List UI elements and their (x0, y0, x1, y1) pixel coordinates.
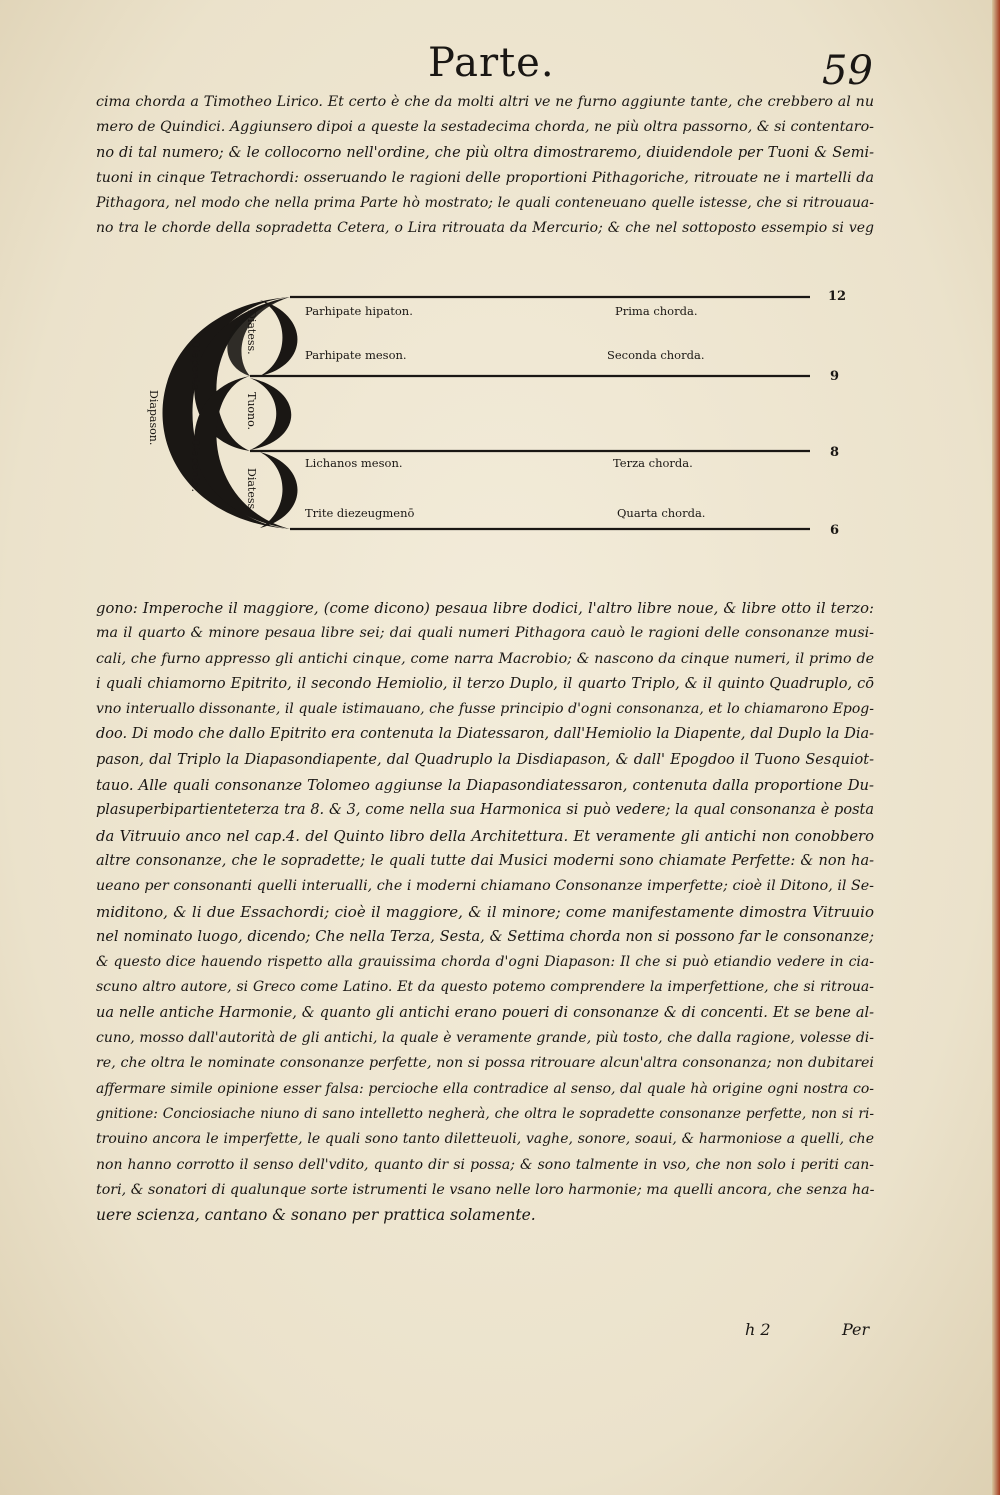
label-tuono: Tuono. (245, 392, 258, 431)
weight-3: 8 (830, 445, 840, 460)
text-line: gnitione: Conciosiache niuno di sano intelletto negherà, che oltra le sopradette consonanze perfette, non si ri- (96, 1105, 874, 1122)
text-line: cima chorda a Timotheo Lirico. Et certo è che da molti altri ve ne furno aggiunte tante, che crebbero al nu (96, 94, 874, 110)
text-line: cali, che furno appresso gli antichi cinque, come narra Macrobio; & nascono da cinque numeri, il primo de (96, 650, 874, 667)
chord-diagram-svg (120, 270, 880, 570)
text-line: nel nominato luogo, dicendo; Che nella Terza, Sesta, & Settima chorda non si possono far le consonanze; (96, 928, 874, 945)
text-line: plasuperbipartienteterza tra 8. & 3, come nella sua Harmonica si può vedere; la qual consonanza è posta (96, 802, 874, 819)
label-diapente-top: Diapente. (189, 340, 202, 394)
text-line: doo. Di modo che dallo Epitrito era contenuta la Diatessaron, dall'Hemiolio la Diapente, dal Duplo la Dia- (96, 726, 874, 743)
weight-4: 6 (830, 523, 840, 538)
catchword: Per (842, 1320, 870, 1339)
text-line: i quali chiamorno Epitrito, il secondo Hemiolio, il terzo Duplo, il quarto Triplo, & il quinto Quadruplo, cō (96, 675, 874, 692)
text-line: re, che oltra le nominate consonanze perfette, non si possa ritrouare alcun'altra consonanza; non dubitarei (96, 1055, 874, 1072)
weight-1: 12 (828, 289, 847, 304)
chord-name-3: Lichanos meson. (305, 456, 403, 470)
text-line: & questo dice hauendo rispetto alla grauissima chorda d'ogni Diapason: Il che si può etiandio vedere in cia- (96, 954, 874, 971)
text-line: miditono, & li due Essachordi; cioè il maggiore, & il minore; come manifestamente dimostra Vitruuio (96, 902, 874, 921)
chord-label-4: Quarta chorda. (617, 506, 706, 520)
label-diatess-bottom: Diatess. (245, 468, 258, 513)
signature-mark: h 2 (745, 1320, 771, 1339)
chord-name-4: Trite diezeugmenō (305, 506, 415, 520)
text-line: ueano per consonanti quelli interualli, che i moderni chiamano Consonanze imperfette; cioè il Ditono, il Se- (96, 878, 874, 895)
chord-name-1: Parhipate hipaton. (305, 304, 413, 318)
text-line: ua nelle antiche Harmonie, & quanto gli antichi erano poueri di consonanze & di concenti. Et se bene al- (96, 1004, 874, 1021)
label-diatess-top: Diatess. (245, 310, 258, 355)
label-diapason: Diapason. (147, 390, 160, 446)
weight-2: 9 (830, 369, 840, 384)
text-line: ma il quarto & minore pesaua libre sei; dai quali numeri Pithagora cauò le ragioni delle consonanze musi- (96, 625, 874, 642)
text-line: pason, dal Triplo la Diapasondiapente, dal Quadruplo la Disdiapason, & dall' Epogdoo il Tuono Sesquiot- (96, 751, 874, 768)
text-line: altre consonanze, che le sopradette; le quali tutte dai Musici moderni sono chiamate Perfette: & non ha- (96, 852, 874, 869)
label-diapente-bottom: Diapente. (189, 438, 202, 492)
arc-diatess-bottom-right (260, 452, 298, 528)
text-line: non hanno corrotto il senso dell'vdito, quanto dir si possa; & sono talmente in vso, che non solo i periti can- (96, 1156, 874, 1173)
text-line: uere scienza, cantano & sonano per prattica solamente. (96, 1206, 536, 1225)
text-line: no di tal numero; & le collocorno nell'ordine, che più oltra dimostraremo, diuidendole per Tuoni & Semi- (96, 144, 874, 161)
text-block-bottom (96, 596, 874, 1228)
chord-name-2: Parhipate meson. (305, 348, 407, 362)
running-head: Parte. (428, 40, 555, 86)
text-line: da Vitruuio anco nel cap.4. del Quinto libro della Architettura. Et veramente gli antichi non conobbero (96, 827, 874, 845)
chord-label-2: Seconda chorda. (607, 348, 705, 362)
text-line: cuno, mosso dall'autorità de gli antichi, la quale è veramente grande, più tosto, che dalla ragione, volesse di- (96, 1030, 874, 1047)
text-line: tuoni in cinque Tetrachordi: osseruando le ragioni delle proportioni Pithagoriche, ritrouate ne i martelli da (96, 169, 874, 186)
text-line: trouino ancora le imperfette, le quali sono tanto diletteuoli, vaghe, sonore, soaui, & harmoniose a quelli, che (96, 1131, 874, 1148)
text-line: Pithagora, nel modo che nella prima Parte hò mostrato; le quali conteneuano quelle istesse, che si ritrouaua- (96, 195, 874, 212)
page-number: 59 (822, 48, 873, 94)
chord-label-3: Terza chorda. (613, 456, 693, 470)
arc-diatess-top-right (260, 300, 298, 376)
text-line: tori, & sonatori di qualunque sorte istrumenti le vsano nelle loro harmonie; ma quelli ancora, che senza ha- (96, 1181, 874, 1198)
text-line: tauo. Alle quali consonanze Tolomeo aggiunse la Diapasondiatessaron, contenuta dalla proportione Du- (96, 777, 874, 795)
chord-diagram (120, 270, 880, 570)
text-line: vno interuallo dissonante, il quale istimauano, che fusse principio d'ogni consonanza, et lo chiamarono Epog- (96, 701, 874, 718)
text-block-top (96, 90, 874, 242)
text-line: mero de Quindici. Aggiunsero dipoi a queste la sestadecima chorda, ne più oltra passorno, & si contentaro- (96, 119, 874, 136)
text-line: no tra le chorde della sopradetta Cetera, o Lira ritrouata da Mercurio; & che nel sottoposto essempio si veg (96, 220, 874, 237)
text-line: scuno altro autore, si Greco come Latino. Et da questo potemo comprendere la imperfettione, che si ritroua- (96, 979, 874, 996)
text-line: affermare simile opinione esser falsa: percioche ella contradice al senso, dal quale hà origine ogni nostra co- (96, 1080, 874, 1097)
chord-label-1: Prima chorda. (615, 304, 698, 318)
page-edge (992, 0, 1000, 1495)
text-line: gono: Imperoche il maggiore, (come dicono) pesaua libre dodici, l'altro libre noue, & libre otto il terzo: (96, 600, 874, 617)
